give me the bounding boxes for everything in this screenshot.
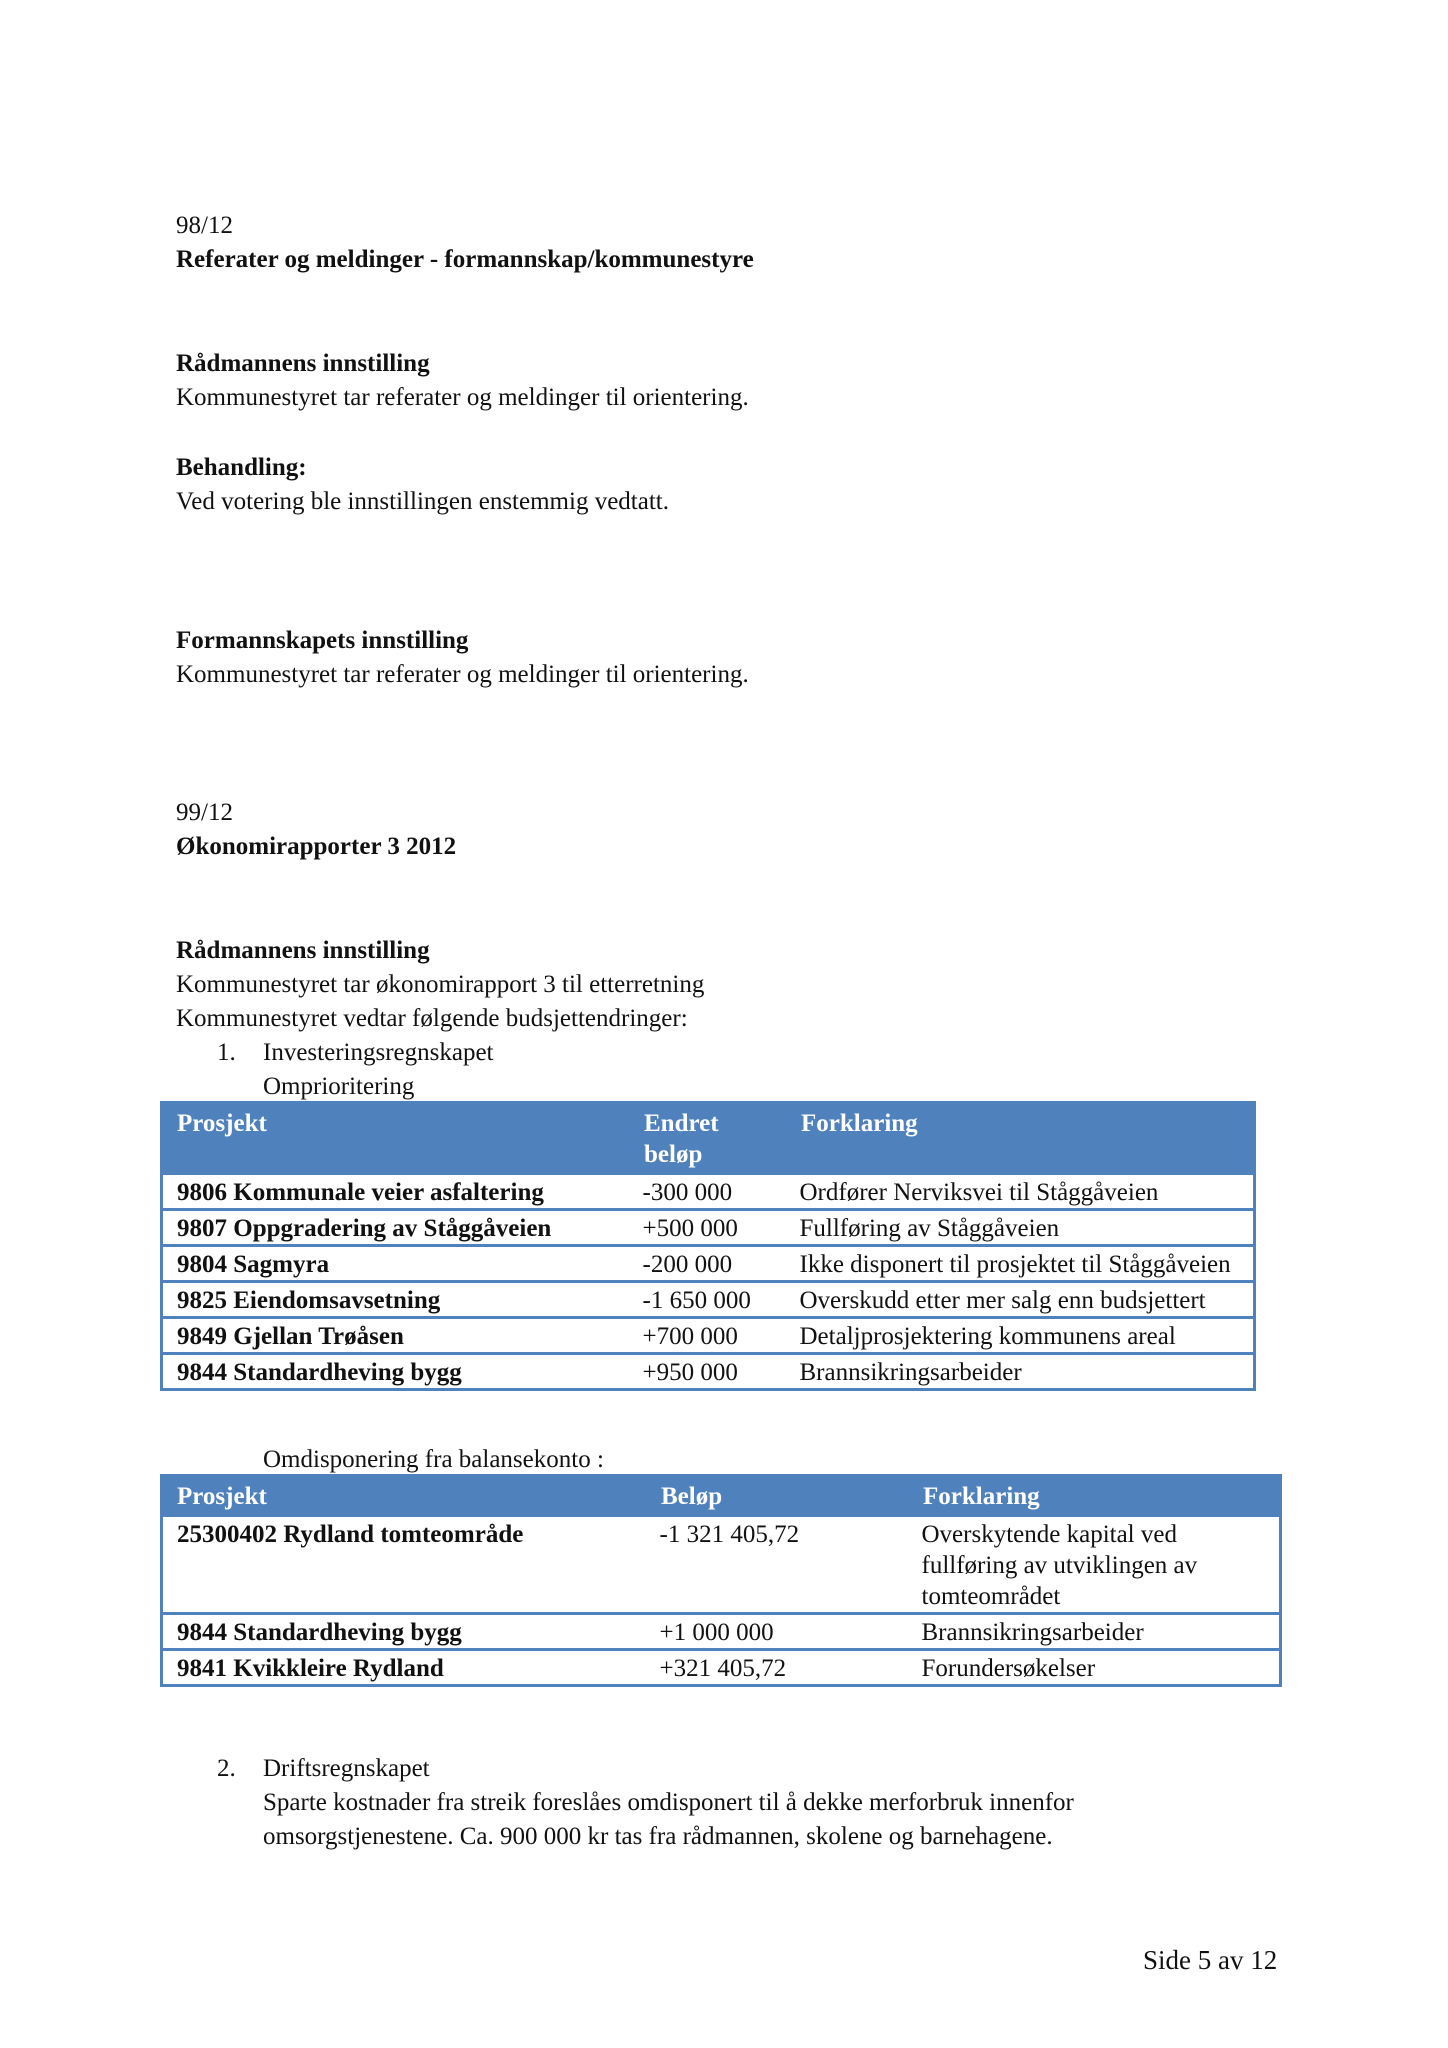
- cell-project: 9804 Sagmyra: [162, 1246, 629, 1282]
- recommendation-line: Kommunestyret tar økonomirapport 3 til etterretning: [176, 971, 705, 998]
- cell-amount: +700 000: [629, 1318, 786, 1354]
- recommendation-text: Kommunestyret tar referater og meldinger til orientering.: [176, 384, 749, 411]
- table-header-row: [162, 1476, 1281, 1516]
- cell-amount: -300 000: [629, 1174, 786, 1210]
- cell-amount: -200 000: [629, 1246, 786, 1282]
- cell-amount: -1 321 405,72: [646, 1516, 908, 1614]
- header-project: Prosjekt: [162, 1476, 646, 1516]
- list-subtitle: Omprioritering: [263, 1073, 415, 1100]
- recommendation-heading: Rådmannens innstilling: [176, 350, 430, 377]
- cell-project: 25300402 Rydland tomteområde: [162, 1516, 646, 1614]
- recommendation-heading: Rådmannens innstilling: [176, 937, 430, 964]
- table-row: [162, 1174, 1255, 1210]
- header-explanation: Forklaring: [786, 1103, 1255, 1174]
- table-row: [162, 1210, 1255, 1246]
- table-row: [162, 1246, 1255, 1282]
- cell-explanation: Brannsikringsarbeider: [786, 1354, 1255, 1390]
- table-row: [162, 1354, 1255, 1390]
- committee-heading: Formannskapets innstilling: [176, 627, 469, 654]
- header-project: Prosjekt: [162, 1103, 629, 1174]
- treatment-heading: Behandling:: [176, 454, 307, 481]
- cell-project: 9844 Standardheving bygg: [162, 1354, 629, 1390]
- cell-project: 9806 Kommunale veier asfaltering: [162, 1174, 629, 1210]
- header-explanation: Forklaring: [908, 1476, 1281, 1516]
- cell-explanation: Ikke disponert til prosjektet til Ståggåveien: [786, 1246, 1255, 1282]
- reallocation-table: [160, 1101, 1256, 1391]
- cell-explanation: Ordfører Nerviksvei til Ståggåveien: [786, 1174, 1255, 1210]
- cell-explanation: Overskudd etter mer salg enn budsjettert: [786, 1282, 1255, 1318]
- cell-explanation: Forundersøkelser: [908, 1650, 1281, 1686]
- list-title: Driftsregnskapet: [263, 1755, 430, 1782]
- cell-amount: -1 650 000: [629, 1282, 786, 1318]
- cell-amount: +1 000 000: [646, 1614, 908, 1650]
- cell-project: 9825 Eiendomsavsetning: [162, 1282, 629, 1318]
- header-amount: Endret beløp: [629, 1103, 786, 1174]
- table-row: [162, 1650, 1281, 1686]
- list-number: 1.: [217, 1039, 236, 1066]
- list-number: 2.: [217, 1755, 236, 1782]
- table-row: [162, 1282, 1255, 1318]
- case-title: Økonomirapporter 3 2012: [176, 833, 457, 860]
- list-text: omsorgstjenestene. Ca. 900 000 kr tas fra rådmannen, skolene og barnehagene.: [263, 1823, 1053, 1850]
- case-number: 99/12: [176, 799, 233, 826]
- table-row: [162, 1318, 1255, 1354]
- cell-explanation: Fullføring av Ståggåveien: [786, 1210, 1255, 1246]
- cell-explanation: Overskytende kapital ved fullføring av utviklingen av tomteområdet: [908, 1516, 1281, 1614]
- cell-project: 9849 Gjellan Trøåsen: [162, 1318, 629, 1354]
- list-title: Investeringsregnskapet: [263, 1039, 494, 1066]
- cell-amount: +500 000: [629, 1210, 786, 1246]
- table-row: [162, 1614, 1281, 1650]
- balance-reallocation-table: [160, 1474, 1282, 1687]
- cell-explanation: Detaljprosjektering kommunens areal: [786, 1318, 1255, 1354]
- list-text: Sparte kostnader fra streik foreslåes omdisponert til å dekke merforbruk innenfor: [263, 1789, 1074, 1816]
- cell-amount: +950 000: [629, 1354, 786, 1390]
- case-title: Referater og meldinger - formannskap/kommunestyre: [176, 246, 754, 273]
- committee-text: Kommunestyret tar referater og meldinger til orientering.: [176, 661, 749, 688]
- cell-amount: +321 405,72: [646, 1650, 908, 1686]
- cell-project: 9844 Standardheving bygg: [162, 1614, 646, 1650]
- table2-intro: Omdisponering fra balansekonto :: [263, 1446, 604, 1473]
- recommendation-line: Kommunestyret vedtar følgende budsjettendringer:: [176, 1005, 688, 1032]
- cell-explanation: Brannsikringsarbeider: [908, 1614, 1281, 1650]
- page-number: Side 5 av 12: [1143, 1945, 1278, 1975]
- cell-project: 9841 Kvikkleire Rydland: [162, 1650, 646, 1686]
- case-number: 98/12: [176, 212, 233, 239]
- treatment-text: Ved votering ble innstillingen enstemmig vedtatt.: [176, 488, 669, 515]
- table-row: [162, 1516, 1281, 1614]
- table-header-row: [162, 1103, 1255, 1174]
- cell-project: 9807 Oppgradering av Ståggåveien: [162, 1210, 629, 1246]
- header-amount: Beløp: [646, 1476, 908, 1516]
